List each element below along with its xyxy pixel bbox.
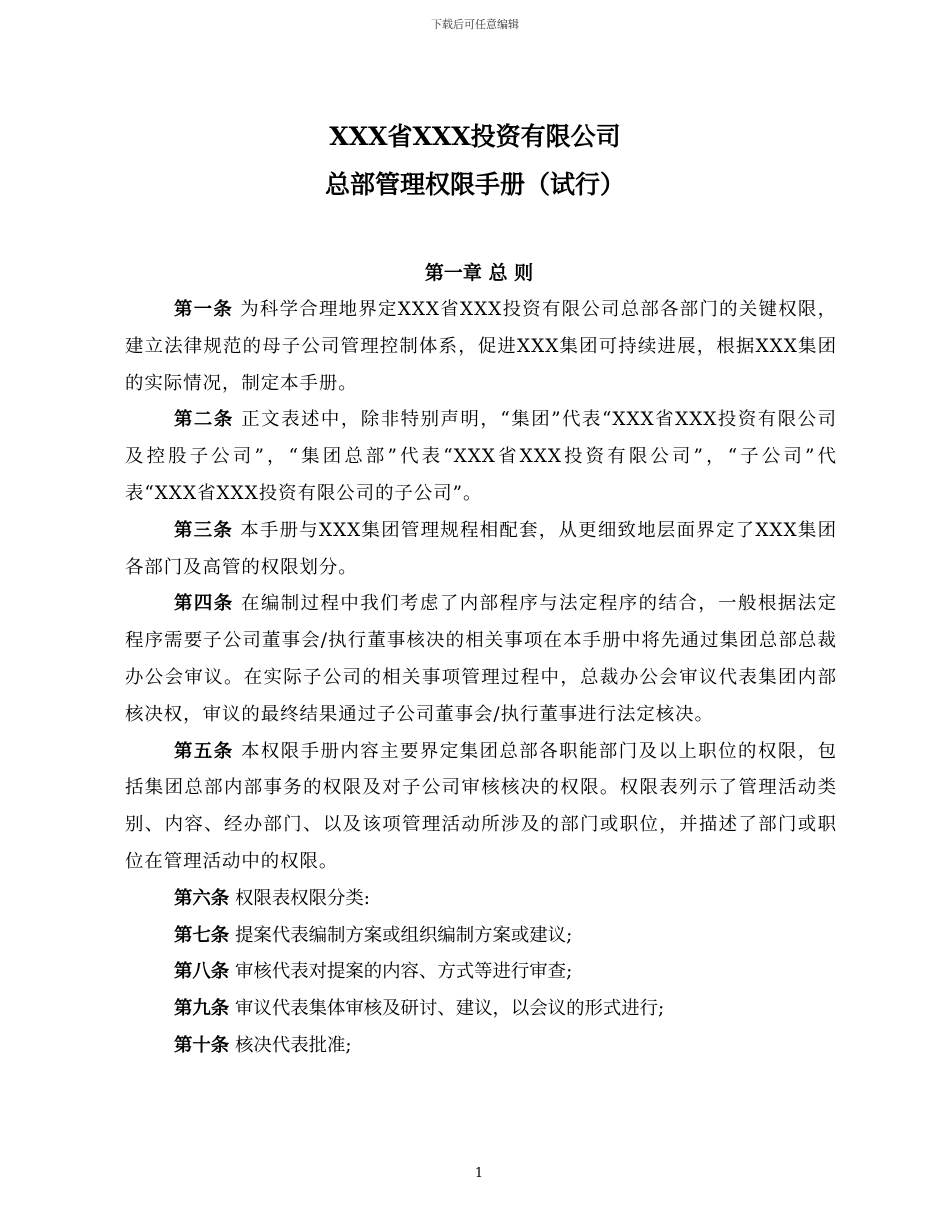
article-8 [125,954,837,991]
article-text: 本权限手册内容主要界定集团总部各职能部门及以上职位的权限，包括集团总部内部事务的权限及对子公司审核核决的权限。权限表列示了管理活动类别、内容、经办部门、以及该项管理活动所涉及的部门或职位，并描述了部门或职位在管理活动中的权限。 [125,740,837,872]
article-5 [125,734,837,881]
article-label: 第一条 [174,299,234,320]
article-2 [125,402,837,512]
article-6 [125,881,837,918]
article-label: 第二条 [174,409,234,431]
article-text: 审核代表对提案的内容、方式等进行审查; [229,961,573,983]
article-text: 核决代表批准; [229,1034,352,1056]
document-body [125,292,837,1065]
article-text: 审议代表集体审核及研讨、建议，以会议的形式进行; [229,998,665,1020]
article-label: 第九条 [174,998,230,1020]
article-9 [125,991,837,1028]
article-label: 第七条 [174,924,230,946]
article-3 [125,513,837,587]
article-text: 为科学合理地界定XXX省XXX投资有限公司总部各部门的关键权限，建立法律规范的母子公司管理控制体系，促进XXX集团可持续进展，根据XXX集团的实际情况，制定本手册。 [125,299,837,394]
article-label: 第十条 [174,1034,230,1056]
chapter-heading: 第一章 总 则 [424,262,534,284]
article-1 [125,292,837,402]
article-label: 第八条 [174,961,230,983]
page-number: 1 [474,1166,484,1181]
article-7 [125,918,837,955]
document-subtitle: 总部管理权限手册（试行） [324,170,625,199]
article-label: 第五条 [174,740,234,762]
article-text: 提案代表编制方案或组织编制方案或建议; [229,924,573,946]
article-label: 第三条 [174,519,234,541]
article-4 [125,586,837,733]
article-text: 权限表权限分类: [229,887,370,909]
article-label: 第六条 [174,887,230,909]
article-label: 第四条 [174,593,234,615]
article-text: 在编制过程中我们考虑了内部程序与法定程序的结合，一般根据法定程序需要子公司董事会/执行董事核决的相关事项在本手册中将先通过集团总部总裁办公会审议。在实际子公司的相关事项管理过程中，总裁办公会审议代表集团内部核决权，审议的最终结果通过子公司董事会/执行董事进行法定核决。 [125,593,837,725]
article-text: 正文表述中，除非特别声明，“集团”代表“XXX省XXX投资有限公司及控股子公司”，“集团总部”代表“XXX省XXX投资有限公司”，“子公司”代表“XXX省XXX投资有限公司的子公司”。 [125,409,837,504]
article-text: 本手册与XXX集团管理规程相配套，从更细致地层面界定了XXX集团各部门及高管的权限划分。 [125,519,837,578]
article-10 [125,1028,837,1065]
page-header-note: 下载后可任意编辑 [431,18,519,31]
document-title: XXX省XXX投资有限公司 [329,122,621,151]
